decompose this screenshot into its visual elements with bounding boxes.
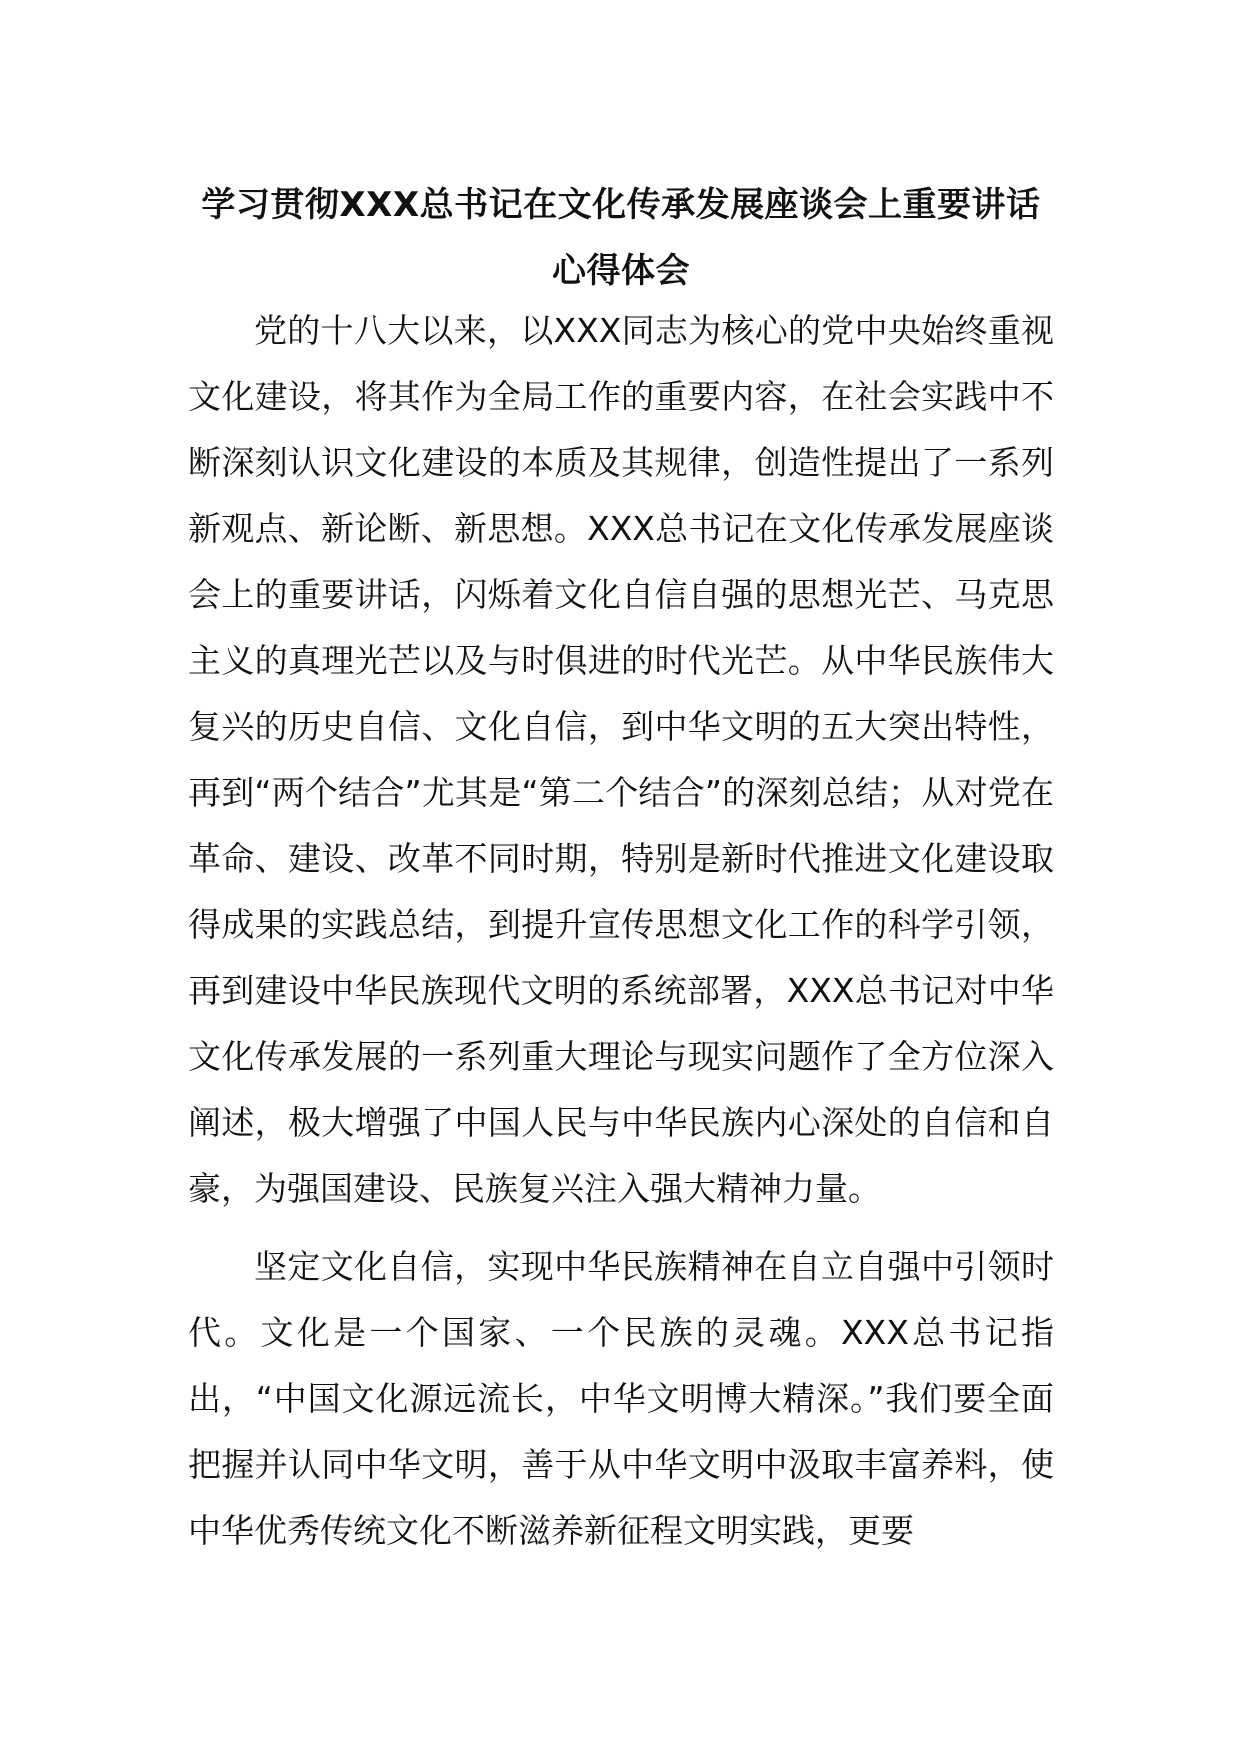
document-body (188, 298, 1054, 1564)
body-paragraph-1: 党的十八大以来，以XXX同志为核心的党中央始终重视文化建设，将其作为全局工作的重要内容，在社会实践中不断深刻认识文化建设的本质及其规律，创造性提出了一系列新观点、新论断、新思想。XXX总书记在文化传承发展座谈会上的重要讲话，闪烁着文化自信自强的思想光芒、马克思主义的真理光芒以及与时俱进的时代光芒。从中华民族伟大复兴的历史自信、文化自信，到中华文明的五大突出特性，再到“两个结合”尤其是“第二个结合”的深刻总结；从对党在革命、建设、改革不同时期，特别是新时代推进文化建设取得成果的实践总结，到提升宣传思想文化工作的科学引领，再到建设中华民族现代文明的系统部署，XXX总书记对中华文化传承发展的一系列重大理论与现实问题作了全方位深入阐述，极大增强了中国人民与中华民族内心深处的自信和自豪，为强国建设、民族复兴注入强大精神力量。 (188, 311, 1054, 1208)
document-title: 学习贯彻XXX总书记在文化传承发展座谈会上重要讲话心得体会 (201, 185, 1041, 291)
body-paragraph-2: 坚定文化自信，实现中华民族精神在自立自强中引领时代。文化是一个国家、一个民族的灵魂。XXX总书记指出，“中国文化源远流长，中华文明博大精深。”我们要全面把握并认同中华文明，善于从中华文明中汲取丰富养料，使中华优秀传统文化不断滋养新征程文明实践，更要 (188, 1247, 1054, 1550)
